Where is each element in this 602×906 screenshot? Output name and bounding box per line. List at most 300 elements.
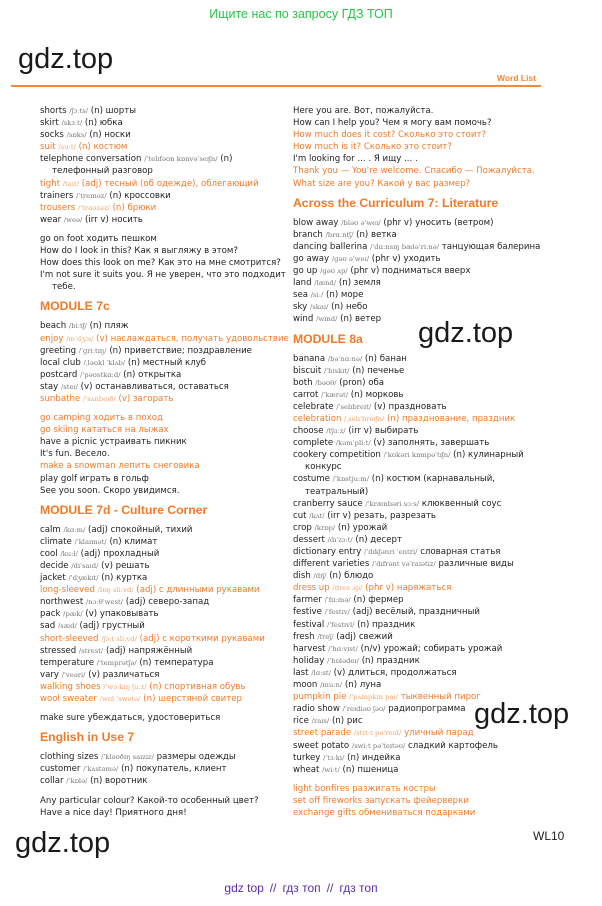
entry-word: festive bbox=[293, 607, 322, 618]
entry-word: celebration bbox=[293, 413, 342, 424]
entry-transcription: /ɪnˈdʒɔɪ/ bbox=[66, 334, 94, 343]
entry-word: stressed bbox=[40, 645, 77, 656]
entry-translation: (n) фермер bbox=[353, 595, 404, 606]
vocab-entry bbox=[293, 534, 543, 546]
entry-translation: (adj) свежий bbox=[336, 631, 393, 642]
vocab-entry bbox=[40, 369, 290, 381]
entry-translation: (v) длиться, продолжаться bbox=[333, 667, 457, 678]
entry-word: celebrate bbox=[293, 401, 334, 412]
vocab-entry bbox=[40, 190, 290, 202]
entry-transcription: /lɒŋ sliːvd/ bbox=[97, 586, 134, 595]
entry-word: branch bbox=[293, 229, 323, 240]
entry-translation: (n) воротник bbox=[90, 776, 148, 787]
entry-transcription: /ˈreɪdiəʊ ʃəʊ/ bbox=[342, 705, 386, 714]
entry-transcription: /weə/ bbox=[63, 215, 83, 224]
entry-translation: (n) шерстяной свитер bbox=[143, 694, 243, 705]
vocab-entry bbox=[40, 620, 290, 632]
entry-translation: обмениваться подарками bbox=[358, 807, 476, 818]
entry-translation: (n) небо bbox=[331, 302, 368, 313]
entry-translation: (irr v) резать, разрезать bbox=[327, 510, 436, 521]
entry-translation: Какой-то особенный цвет? bbox=[137, 795, 259, 806]
entry-transcription: /ɡəʊ ʌp/ bbox=[320, 267, 348, 276]
entry-translation: Сколько это стоит? bbox=[363, 142, 452, 153]
vocab-entry bbox=[40, 333, 290, 345]
vocab-entry bbox=[293, 117, 543, 129]
entry-word: carrot bbox=[293, 389, 319, 400]
watermark: gdz.top bbox=[18, 43, 114, 75]
entry-translation: (n) праздник bbox=[361, 655, 420, 666]
vocab-entry bbox=[293, 129, 543, 141]
entry-word: I'm not sure it suits you. bbox=[40, 270, 144, 281]
entry-translation: ходить в поход bbox=[93, 413, 163, 424]
entry-translation: (n) местный клуб bbox=[127, 357, 207, 368]
entry-word: sea bbox=[293, 290, 309, 301]
entry-translation: Скоро увидимся. bbox=[103, 485, 180, 496]
entry-transcription: /sæd/ bbox=[57, 622, 77, 631]
entry-word: moon bbox=[293, 680, 318, 691]
entry-translation: Вот, пожалуйста. bbox=[354, 106, 434, 116]
entry-transcription: /suːt/ bbox=[58, 143, 76, 152]
entry-transcription: /dɪˈsaɪd/ bbox=[71, 562, 99, 570]
entry-word: tight bbox=[40, 178, 61, 189]
entry-translation: (adj) прохладный bbox=[80, 548, 160, 559]
footer-link[interactable]: гдз топ bbox=[339, 881, 378, 895]
entry-transcription: /krɒp/ bbox=[314, 523, 336, 532]
entry-transcription: /pæk/ bbox=[63, 610, 83, 619]
entry-transcription: /dɪʃ/ bbox=[313, 572, 327, 581]
entry-word: What size are you? bbox=[293, 178, 375, 189]
footer-separator: // bbox=[326, 881, 334, 895]
entry-transcription: /sɒks/ bbox=[66, 131, 87, 140]
entry-translation: (n) пшеница bbox=[342, 764, 399, 775]
entry-transcription: /kuːl/ bbox=[60, 549, 78, 558]
entry-translation: (adj) напряжённый bbox=[105, 645, 193, 656]
entry-translation: (n) морковь bbox=[350, 389, 404, 400]
entry-translation: (adj) северо-запад bbox=[125, 597, 210, 608]
entry-word: See you soon. bbox=[40, 485, 101, 496]
vocab-entry bbox=[40, 117, 290, 129]
entry-word: pack bbox=[40, 609, 61, 620]
entry-word: complete bbox=[293, 438, 334, 449]
vocab-entry bbox=[40, 245, 290, 257]
entry-translation: (adj) с короткими рукавами bbox=[139, 633, 265, 644]
spacer bbox=[40, 705, 290, 712]
entry-translation: сладкий картофель bbox=[408, 740, 498, 751]
right-column bbox=[293, 105, 543, 819]
entry-word: turkey bbox=[293, 752, 321, 763]
vocab-entry bbox=[293, 783, 543, 795]
entry-translation: тыквенный пирог bbox=[400, 692, 481, 703]
vocab-entry bbox=[293, 165, 543, 177]
entry-translation: (n) печенье bbox=[352, 365, 405, 376]
vocab-entry bbox=[293, 353, 543, 365]
entry-transcription: /bəˈnɑːnə/ bbox=[327, 354, 363, 363]
vocab-entry bbox=[293, 401, 543, 413]
vocab-entry bbox=[40, 129, 290, 141]
entry-transcription: /ˈkærət/ bbox=[321, 390, 349, 399]
header-rule bbox=[11, 85, 541, 87]
entry-translation: Я ищу ... . bbox=[373, 154, 418, 165]
vocab-entry bbox=[293, 178, 543, 190]
entry-transcription: /ˈɡriːtɪŋ/ bbox=[78, 346, 107, 355]
entry-translation: кататься на лыжах bbox=[81, 425, 169, 436]
entry-translation: словарная статья bbox=[420, 547, 501, 557]
vocab-entry bbox=[293, 558, 543, 570]
entry-word: vary bbox=[40, 669, 59, 680]
entry-transcription: /kʌt/ bbox=[309, 511, 325, 520]
section-label: Word List bbox=[496, 73, 536, 83]
entry-transcription: /freʃ/ bbox=[317, 632, 334, 641]
vocab-entry bbox=[40, 381, 290, 393]
vocab-entry bbox=[293, 546, 543, 558]
top-banner: Ищите нас по запросу ГДЗ ТОП bbox=[209, 7, 393, 21]
footer-link[interactable]: gdz top bbox=[224, 881, 264, 895]
entry-word: telephone conversation bbox=[40, 154, 142, 165]
entry-transcription: /brɑːntʃ/ bbox=[325, 230, 354, 239]
vocab-entry bbox=[40, 424, 290, 436]
entry-transcription: /dres ʌp/ bbox=[332, 584, 363, 593]
entry-translation: (n) климат bbox=[109, 536, 158, 547]
entry-transcription: /ˈtɜːki/ bbox=[323, 753, 345, 762]
vocab-entry bbox=[293, 807, 543, 819]
entry-translation: танцующая балерина bbox=[441, 241, 541, 252]
vocab-entry bbox=[40, 105, 290, 117]
entry-transcription: /kɑːm/ bbox=[63, 525, 86, 534]
entry-translation: (n) десерт bbox=[355, 534, 402, 545]
vocab-entry bbox=[40, 473, 290, 485]
entry-transcription: /ˈkləʊðɪŋ saɪzɪz/ bbox=[101, 753, 154, 762]
entry-word: different varieties bbox=[293, 559, 370, 570]
entry-word: exchange gifts bbox=[293, 807, 356, 818]
entry-translation: (v) различаться bbox=[88, 669, 160, 680]
entry-word: stay bbox=[40, 381, 59, 392]
entry-translation: клюквенный соус bbox=[421, 498, 502, 509]
vocab-entry bbox=[293, 153, 543, 165]
entry-transcription: /ˈfɑːmə/ bbox=[324, 596, 351, 605]
entry-transcription: /bəʊθ/ bbox=[315, 378, 337, 387]
watermark: gdz.top bbox=[474, 698, 570, 730]
entry-word: sad bbox=[40, 621, 56, 632]
entry-transcription: /ˈtelɪfəʊn kɒnvəˈseɪʃn/ bbox=[144, 155, 218, 164]
entry-word: suit bbox=[40, 142, 56, 153]
vocab-entry bbox=[40, 775, 290, 787]
vocab-entry bbox=[40, 436, 290, 448]
vocab-entry bbox=[40, 448, 290, 460]
entry-translation: Как это на мне смотрится? bbox=[158, 258, 281, 269]
vocab-entry bbox=[293, 277, 543, 289]
entry-transcription: /kəmˈpliːt/ bbox=[335, 439, 371, 448]
vocab-entry bbox=[40, 214, 290, 226]
watermark: gdz.top bbox=[418, 317, 514, 349]
entry-word: wind bbox=[293, 314, 314, 325]
vocab-entry bbox=[293, 377, 543, 389]
entry-word: banana bbox=[293, 353, 326, 364]
entry-translation: различные виды bbox=[438, 559, 514, 570]
vocab-entry bbox=[293, 764, 543, 776]
entry-translation: (irr v) носить bbox=[85, 214, 143, 225]
entry-transcription: /ˈtraʊzəz/ bbox=[77, 203, 110, 212]
entry-translation: Приятного дня! bbox=[115, 807, 187, 818]
entry-transcription: /striːt pəˈreɪd/ bbox=[353, 729, 402, 738]
entry-transcription: /steɪ/ bbox=[60, 382, 78, 391]
entry-translation: (phr v) уносить (ветром) bbox=[383, 217, 494, 228]
vocab-entry bbox=[40, 795, 290, 807]
vocab-entry bbox=[40, 681, 290, 693]
entry-transcription: /ˈdɪfrənt vəˈraɪətiz/ bbox=[372, 560, 436, 569]
entry-transcription: /ˈklaɪmət/ bbox=[74, 537, 107, 546]
entry-translation: (n) температура bbox=[139, 657, 214, 668]
spacer bbox=[293, 776, 543, 783]
entry-word: street parade bbox=[293, 728, 352, 739]
entry-transcription: /muːn/ bbox=[320, 681, 343, 690]
entry-word: crop bbox=[293, 522, 312, 533]
vocab-entry bbox=[40, 345, 290, 357]
vocab-entry bbox=[293, 679, 543, 691]
footer-link[interactable]: гдз топ bbox=[282, 881, 321, 895]
vocab-entry bbox=[40, 657, 290, 669]
vocab-entry bbox=[293, 715, 543, 727]
vocab-entry bbox=[40, 712, 290, 724]
entry-word: collar bbox=[40, 776, 64, 787]
entry-translation: (v) останавливаться, оставаться bbox=[80, 381, 229, 392]
entry-translation: (n) костюм (карнавальный, театральный) bbox=[305, 474, 496, 497]
vocab-entry bbox=[40, 693, 290, 705]
entry-translation: (pron) оба bbox=[339, 377, 385, 388]
entry-translation: лепить снеговика bbox=[118, 461, 200, 472]
vocab-entry bbox=[293, 389, 543, 401]
entry-word: last bbox=[293, 667, 309, 678]
entry-translation: Я не уверен, что это подходит тебе. bbox=[52, 270, 286, 293]
entry-translation: (phr v) уходить bbox=[371, 253, 441, 264]
entry-translation: (adj) грустный bbox=[79, 621, 145, 632]
vocab-entry bbox=[293, 265, 543, 277]
vocab-entry bbox=[40, 460, 290, 472]
vocab-entry bbox=[40, 572, 290, 584]
vocab-entry bbox=[293, 413, 543, 425]
entry-word: Here you are. bbox=[293, 106, 352, 116]
entry-transcription: /ʃɔːt sliːvd/ bbox=[101, 634, 137, 643]
entry-transcription: /ˈsʌnbeɪð/ bbox=[82, 394, 116, 403]
vocab-entry bbox=[293, 582, 543, 594]
vocab-entry bbox=[40, 141, 290, 153]
entry-translation: (phr v) наряжаться bbox=[365, 583, 452, 594]
vocab-entry bbox=[40, 485, 290, 497]
vocab-entry bbox=[293, 141, 543, 153]
entry-word: choose bbox=[293, 426, 324, 437]
vocab-entry bbox=[293, 105, 543, 117]
entry-word: trousers bbox=[40, 202, 76, 213]
page-number: WL10 bbox=[533, 829, 565, 843]
entry-transcription: /nɔːθˈwest/ bbox=[85, 598, 124, 607]
entry-translation: (adj) спокойный, тихий bbox=[88, 524, 193, 535]
entry-translation: (adj) тесный (об одежде), облегающий bbox=[81, 178, 259, 189]
entry-word: Have a nice day! bbox=[40, 807, 113, 818]
entry-translation: запускать фейерверки bbox=[364, 795, 469, 806]
entry-word: go up bbox=[293, 266, 318, 277]
entry-word: go skiing bbox=[40, 425, 79, 436]
entry-word: sunbathe bbox=[40, 393, 81, 404]
entry-translation: (n) телефонный разговор bbox=[52, 154, 233, 177]
entry-translation: (v) праздновать bbox=[373, 401, 447, 412]
entry-word: play golf bbox=[40, 473, 78, 484]
entry-translation: (n) кулинарный конкурс bbox=[305, 450, 524, 473]
entry-word: socks bbox=[40, 130, 64, 141]
entry-word: cookery competition bbox=[293, 450, 381, 461]
entry-transcription: /lænd/ bbox=[314, 279, 337, 288]
entry-word: climate bbox=[40, 536, 72, 547]
entry-transcription: /strest/ bbox=[78, 646, 104, 655]
entry-translation: (n) земля bbox=[338, 278, 381, 289]
section-heading: MODULE 7d - Culture Corner bbox=[40, 502, 208, 517]
vocab-entry bbox=[40, 596, 290, 608]
entry-translation: размеры одежды bbox=[156, 752, 236, 763]
entry-word: long-sleeved bbox=[40, 585, 95, 596]
vocab-entry bbox=[40, 357, 290, 369]
entry-word: wear bbox=[40, 214, 62, 225]
entry-translation: играть в гольф bbox=[79, 473, 149, 484]
entry-word: make a snowman bbox=[40, 461, 116, 472]
entry-word: How can I help you? bbox=[293, 118, 380, 129]
entry-transcription: /ˈhɑːvɪst/ bbox=[328, 644, 358, 653]
entry-transcription: /ˈwɔːkɪŋ ʃuːz/ bbox=[103, 682, 147, 691]
entry-transcription: /ˈtemprətʃə/ bbox=[96, 658, 137, 667]
entry-word: I'm looking for ... . bbox=[293, 154, 372, 165]
entry-word: local club bbox=[40, 357, 81, 368]
entry-transcription: /bləʊ əˈweɪ/ bbox=[341, 218, 381, 227]
entry-word: customer bbox=[40, 764, 81, 775]
entry-transcription: /ˈkʌstəmə/ bbox=[83, 765, 119, 774]
entry-translation: (n) урожай bbox=[337, 522, 388, 533]
vocab-entry bbox=[40, 633, 290, 645]
entry-word: greeting bbox=[40, 345, 77, 356]
entry-translation: (n) ветер bbox=[340, 314, 382, 325]
entry-translation: (n) ветка bbox=[356, 229, 397, 240]
entry-transcription: /ˈpʌmpkɪn paɪ/ bbox=[349, 693, 398, 702]
entry-transcription: /ˈkrænbəri sɔːs/ bbox=[365, 499, 420, 508]
entry-word: fresh bbox=[293, 631, 315, 642]
entry-word: short-sleeved bbox=[40, 633, 99, 644]
section-heading: Across the Curriculum 7: Literature bbox=[293, 195, 499, 210]
entry-word: skirt bbox=[40, 118, 59, 129]
entry-word: How do I look in this? bbox=[40, 246, 132, 257]
vocab-entry bbox=[40, 269, 290, 293]
entry-word: postcard bbox=[40, 369, 78, 380]
vocab-entry bbox=[40, 393, 290, 405]
entry-transcription: /ˌləʊkl ˈklʌb/ bbox=[83, 358, 126, 367]
entry-word: go on foot bbox=[40, 233, 84, 244]
entry-translation: (v) упаковывать bbox=[85, 609, 159, 620]
entry-word: farmer bbox=[293, 595, 322, 606]
vocab-entry bbox=[40, 763, 290, 775]
entry-word: How much does it cost? bbox=[293, 130, 396, 141]
entry-word: trainers bbox=[40, 190, 74, 201]
footer-separator: // bbox=[269, 881, 277, 895]
entry-word: have a picnic bbox=[40, 437, 97, 448]
vocab-entry bbox=[293, 606, 543, 618]
entry-translation: устраивать пикник bbox=[99, 437, 187, 448]
entry-word: light bonfires bbox=[293, 783, 350, 794]
vocab-entry bbox=[40, 153, 290, 177]
entry-transcription: /ˈfestɪv/ bbox=[324, 608, 350, 617]
entry-translation: (n) банан bbox=[364, 353, 407, 364]
entry-transcription: /ˈpəʊstkɑːd/ bbox=[80, 370, 121, 379]
entry-word: festival bbox=[293, 619, 325, 630]
vocab-entry bbox=[40, 233, 290, 245]
entry-word: enjoy bbox=[40, 333, 64, 344]
entry-word: northwest bbox=[40, 597, 84, 608]
entry-transcription: /siː/ bbox=[310, 291, 324, 300]
entry-transcription: /biːtʃ/ bbox=[68, 322, 87, 331]
vocab-entry bbox=[40, 751, 290, 763]
entry-translation: (irr v) выбирать bbox=[348, 426, 419, 437]
watermark: gdz.top bbox=[15, 827, 111, 859]
vocab-entry bbox=[40, 560, 290, 572]
entry-transcription: /ˈdɑːnsɪŋ bæləˈriːnə/ bbox=[370, 242, 440, 251]
entry-word: Any particular colour? bbox=[40, 795, 135, 806]
vocab-entry bbox=[40, 548, 290, 560]
entry-translation: радиопрограмма bbox=[388, 704, 466, 715]
entry-transcription: /ˈkɒlə/ bbox=[66, 777, 88, 786]
vocab-entry bbox=[293, 631, 543, 643]
section-heading: English in Use 7 bbox=[40, 730, 135, 745]
entry-translation: (n) праздник bbox=[357, 619, 416, 630]
entry-word: cool bbox=[40, 548, 58, 559]
spacer bbox=[40, 226, 290, 233]
vocab-entry bbox=[40, 584, 290, 596]
entry-transcription: /ˈdɪkʃənri ˈentri/ bbox=[364, 548, 418, 556]
entry-transcription: /ˌselɪˈbreɪʃn/ bbox=[344, 414, 385, 423]
entry-word: biscuit bbox=[293, 365, 322, 376]
vocab-entry bbox=[40, 807, 290, 819]
vocab-entry bbox=[40, 320, 290, 332]
vocab-entry bbox=[40, 669, 290, 681]
entry-translation: (n) шорты bbox=[90, 106, 137, 116]
entry-word: pumpkin pie bbox=[293, 692, 347, 703]
entry-word: dictionary entry bbox=[293, 547, 362, 557]
entry-translation: (n/v) урожай; собирать урожай bbox=[360, 643, 503, 654]
entry-transcription: /swiːt pəˈteɪtəʊ/ bbox=[351, 741, 406, 750]
entry-word: land bbox=[293, 278, 312, 289]
entry-translation: (n) празднование, праздник bbox=[387, 413, 516, 424]
entry-word: dessert bbox=[293, 534, 325, 545]
entry-transcription: /ˈtreɪnəz/ bbox=[76, 191, 107, 200]
entry-word: shorts bbox=[40, 106, 67, 116]
vocab-entry bbox=[293, 365, 543, 377]
entry-transcription: /dɪˈzɜːt/ bbox=[327, 535, 353, 544]
entry-transcription: /taɪt/ bbox=[62, 179, 80, 188]
vocab-entry bbox=[293, 740, 543, 752]
entry-translation: (n) брюки bbox=[112, 202, 157, 213]
vocab-entry bbox=[40, 536, 290, 548]
entry-word: calm bbox=[40, 524, 61, 535]
entry-translation: Как я выгляжу в этом? bbox=[134, 246, 238, 257]
vocab-entry bbox=[293, 313, 543, 325]
entry-word: sweet potato bbox=[293, 740, 350, 751]
entry-word: go camping bbox=[40, 413, 91, 424]
vocab-entry bbox=[293, 229, 543, 241]
vocab-entry bbox=[40, 202, 290, 214]
entry-word: clothing sizes bbox=[40, 752, 99, 763]
entry-word: radio show bbox=[293, 704, 340, 715]
entry-translation: (n) индейка bbox=[347, 752, 401, 763]
entry-translation: (n) блюдо bbox=[329, 571, 374, 582]
entry-translation: (n) костюм bbox=[78, 142, 128, 153]
vocab-entry bbox=[40, 412, 290, 424]
entry-transcription: /ɡəʊ əˈweɪ/ bbox=[331, 254, 370, 263]
entry-word: decide bbox=[40, 561, 69, 571]
entry-word: wool sweater bbox=[40, 694, 97, 705]
entry-transcription: /wʊl ˈswetə/ bbox=[99, 695, 141, 704]
